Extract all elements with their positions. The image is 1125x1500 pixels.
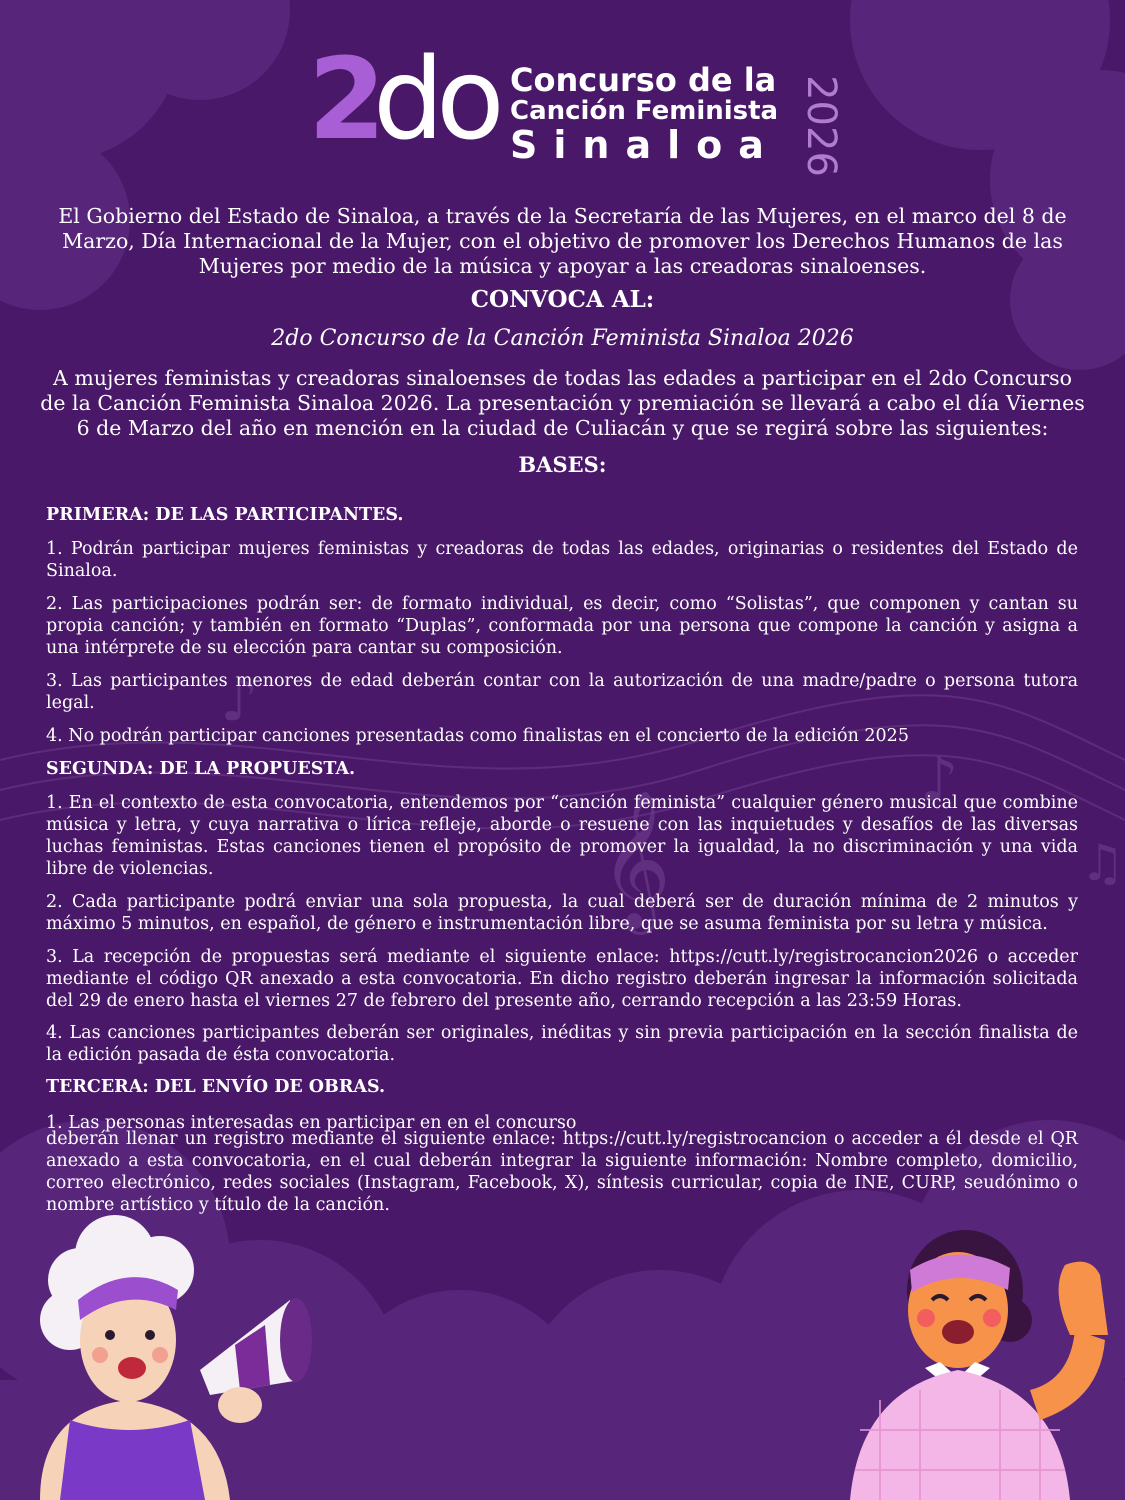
bases-heading: BASES: [518, 452, 607, 477]
logo-year: 2026 [797, 75, 844, 177]
section-heading-segunda: SEGUNDA: DE LA PROPUESTA. [46, 759, 356, 779]
segunda-item-2: 2. Cada participante podrá enviar una sola propuesta, la cual deberá ser de duración mínima de 2 minutos y máximo 5 minutos, en español, de género e instrumentación libre, que se asuma feminista por su letra y música. [46, 892, 1078, 934]
contest-logo [300, 35, 844, 178]
primera-item-3: 3. Las participantes menores de edad deberán contar con la autorización de una madre/padre o persona tutora legal. [46, 671, 1078, 713]
logo-line-1: Concurso de la [510, 61, 777, 99]
logo-line-3: Sinaloa [510, 123, 780, 167]
logo-suffix: do [373, 35, 497, 165]
svg-text:𝄞: 𝄞 [600, 790, 671, 929]
section-heading-tercera: TERCERA: DEL ENVÍO DE OBRAS. [46, 1077, 386, 1097]
section-heading-primera: PRIMERA: DE LAS PARTICIPANTES. [46, 505, 404, 525]
invitation-paragraph: A mujeres feministas y creadoras sinaloenses de todas las edades a participar en el 2do Concurso de la Canción Feminista Sinaloa 2026. La presentación y premiación se llevará a cabo el día Viernes 6 de Marzo del año en mención en la ciudad de Culiacán y que se regirá sobre las siguientes: [40, 366, 1085, 440]
svg-text:♪: ♪ [920, 745, 959, 815]
logo-line-2: Canción Feminista [510, 96, 779, 126]
segunda-item-1: 1. En el contexto de esta convocatoria, entendemos por “canción feminista” cualquier género musical que combine música y letra, y cuya narrativa o lírica refleje, aborde o resuene con las inquietudes y desafíos de las diversas luchas feministas. Estas canciones tienen el propósito de promover la igualdad, la no discriminación y una vida libre de violencias. [46, 793, 1078, 879]
primera-item-2: 2. Las participaciones podrán ser: de formato individual, es decir, como “Solistas”, que componen y cantan su propia canción; y también en formato “Duplas”, conformada por una persona que compone la canción y asigna a una intérprete de su elección para cantar su composición. [46, 594, 1078, 658]
tercera-item-1-first-line: 1. Las personas interesadas en participar en en el concurso [46, 1113, 577, 1133]
intro-paragraph: El Gobierno del Estado de Sinaloa, a través de la Secretaría de las Mujeres, en el marco del 8 de Marzo, Día Internacional de la Mujer, con el objetivo de promover los Derechos Humanos de las Mujeres por medio de la música y apoyar a las creadoras sinaloenses. [58, 204, 1067, 278]
svg-text:♪: ♪ [220, 665, 259, 735]
logo-number: 2 [308, 35, 380, 165]
tercera-item-1-text: deberán llenar un registro mediante el siguiente enlace: https://cutt.ly/registrocancion o acceder a él desde el QR anexado a esta convocatoria, en el cual deberán integrar la siguiente información: Nombre completo, domicilio, correo electrónico, redes sociales (Instagram, Facebook, X), síntesis curricular, copia de INE, CURP, seudónimo o nombre artístico y título de la canción. [46, 1129, 1078, 1215]
primera-item-1: 1. Podrán participar mujeres feministas y creadoras de todas las edades, originarias o residentes del Estado de Sinaloa. [46, 539, 1078, 581]
contest-subtitle: 2do Concurso de la Canción Feminista Sinaloa 2026 [271, 326, 854, 351]
primera-item-4: 4. No podrán participar canciones presentadas como finalistas en el concierto de la edición 2025 [46, 726, 909, 746]
convoca-heading: CONVOCA AL: [470, 286, 655, 313]
segunda-item-3: 3. La recepción de propuestas será mediante el siguiente enlace: https://cutt.ly/registrocancion2026 o acceder mediante el código QR anexado a esta convocatoria. En dicho registro deberán ingresar la información solicitada del 29 de enero hasta el viernes 27 de febrero del presente año, cerrando recepción a las 23:59 Horas. [46, 947, 1078, 1011]
svg-text:♫: ♫ [1080, 834, 1125, 892]
segunda-item-4: 4. Las canciones participantes deberán ser originales, inéditas y sin previa participación en la sección finalista de la edición pasada de ésta convocatoria. [46, 1023, 1078, 1065]
